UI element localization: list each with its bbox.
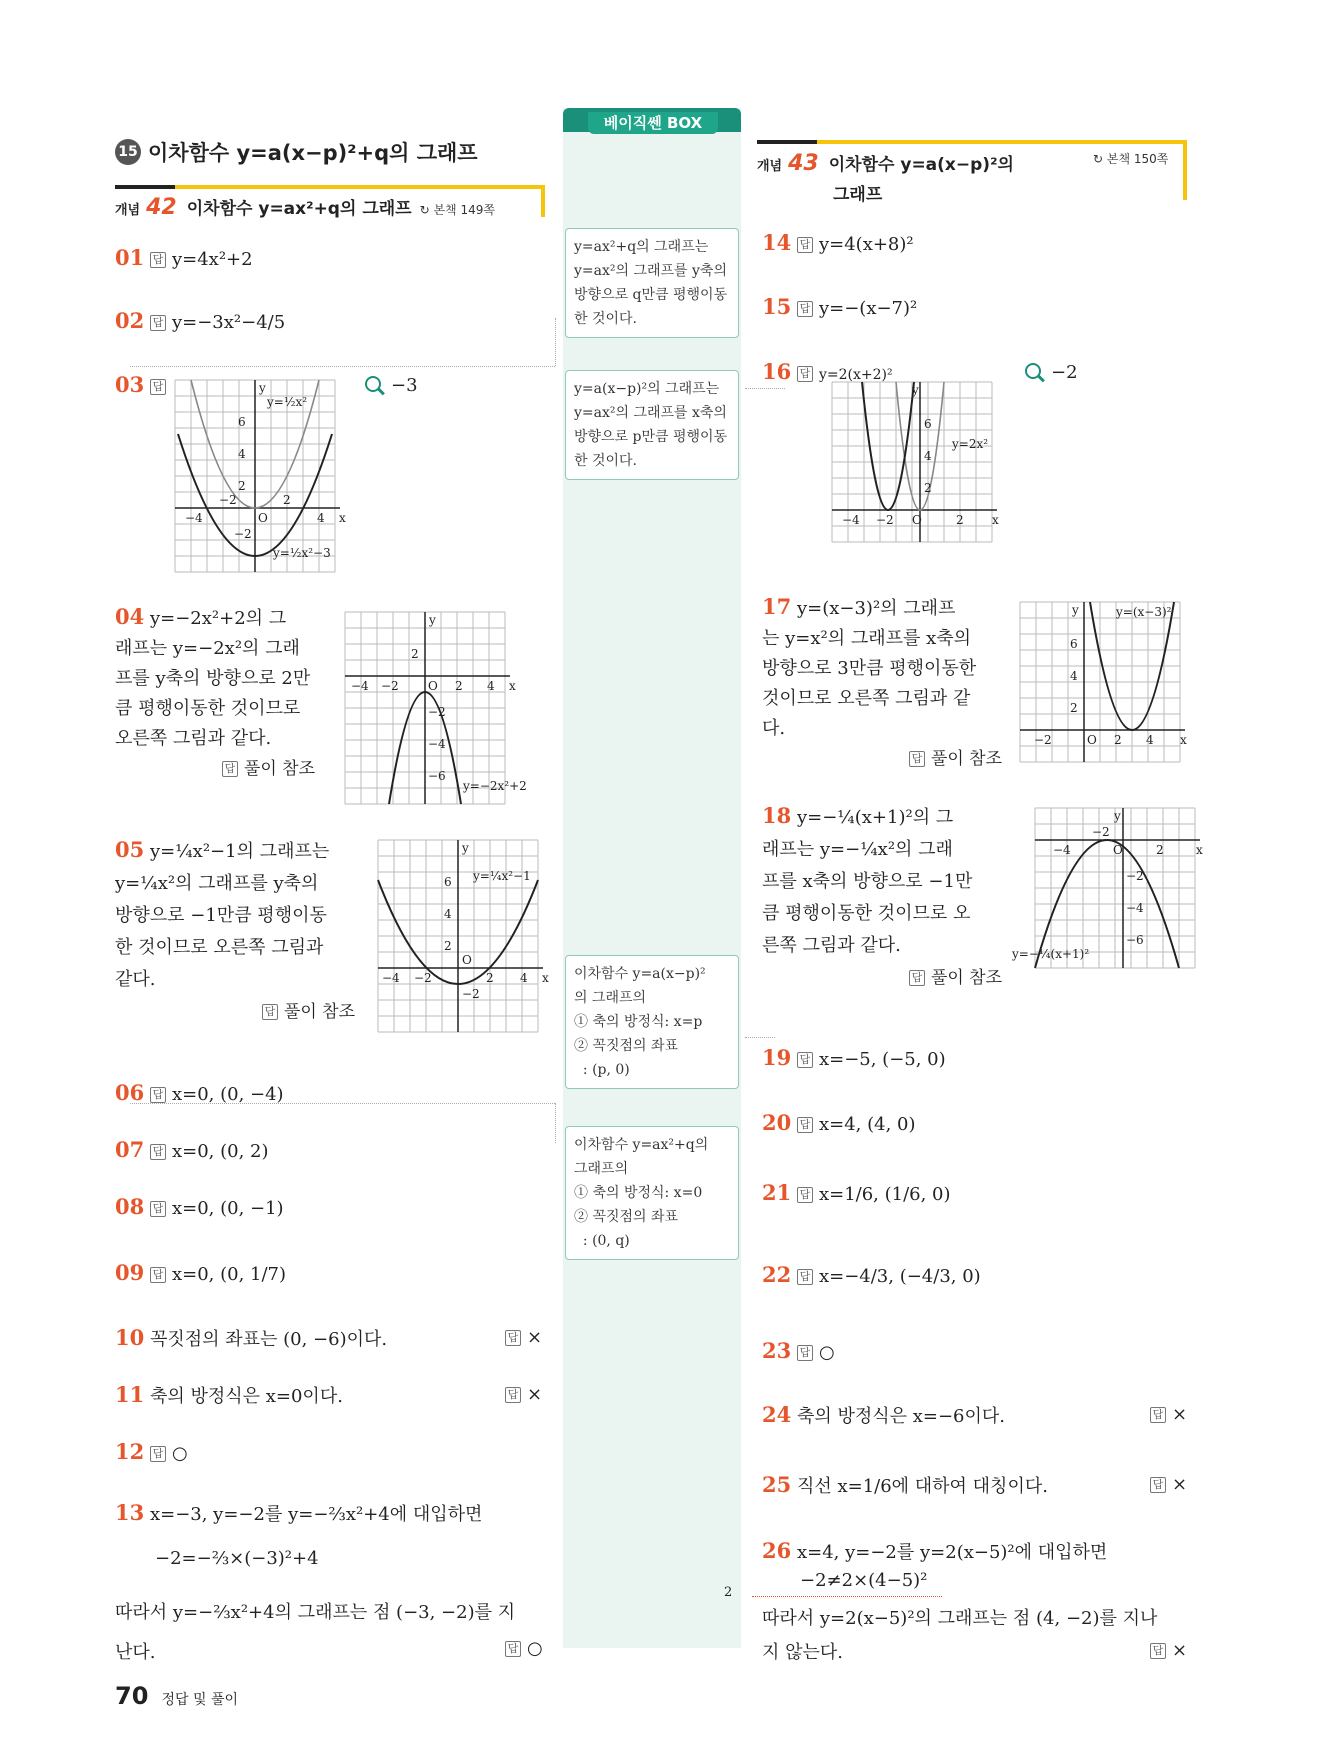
box-note-3-line: 의 그래프의 — [574, 990, 647, 1006]
statement-text: 축의 방정식은 x=−6이다. — [796, 1406, 1006, 1427]
answer-text: ○ — [171, 1443, 188, 1464]
problem-24 — [762, 1402, 1005, 1428]
answer-mark: 답 — [150, 1087, 166, 1103]
answer-mark: 답 — [262, 1004, 278, 1020]
answer-mark: 답 — [222, 761, 238, 777]
concept-label: 개념 — [115, 203, 141, 218]
problem-number: 05 — [115, 837, 145, 862]
answer-mark: 답 — [150, 315, 166, 331]
explanation-line: 프를 y축의 방향으로 2만 — [115, 668, 311, 689]
solution-line: 따라서 y=2(x−5)²의 그래프는 점 (4, −2)를 지나 — [762, 1608, 1158, 1629]
answer-text: × — [1172, 1404, 1188, 1425]
svg-text:x: x — [509, 679, 516, 693]
connector-line — [130, 366, 555, 367]
basic-box-title-label: 베이직쎈 BOX — [588, 112, 718, 134]
graph-04 — [345, 612, 555, 812]
svg-text:O: O — [462, 953, 472, 967]
problem-number: 06 — [115, 1080, 145, 1105]
answer-text: × — [1172, 1640, 1188, 1661]
svg-text:−2: −2 — [219, 493, 237, 507]
problem-06 — [115, 1080, 284, 1105]
svg-text:−4: −4 — [351, 679, 369, 693]
problem-number: 11 — [115, 1382, 145, 1407]
svg-text:O: O — [912, 513, 922, 527]
svg-text:−4: −4 — [428, 737, 446, 751]
problem-18 — [762, 800, 1002, 994]
problem-number: 13 — [115, 1500, 145, 1525]
explanation-line: 방향으로 3만큼 평행이동한 — [762, 658, 977, 679]
answer-24 — [1150, 1404, 1187, 1425]
svg-text:4: 4 — [520, 971, 528, 985]
section-title: 이차함수 y=a(x−p)²+q의 그래프 — [148, 141, 478, 165]
concept43-header — [757, 150, 1014, 176]
svg-text:4: 4 — [1146, 733, 1154, 747]
problem-08 — [115, 1194, 284, 1219]
statement-text: 직선 x=1/6에 대하여 대칭이다. — [796, 1476, 1048, 1497]
problem-02 — [115, 308, 285, 333]
problem-12 — [115, 1439, 188, 1464]
answer-text: y=−3x²−4/5 — [171, 312, 286, 333]
problem-09 — [115, 1260, 286, 1285]
problem-number: 03 — [115, 372, 145, 397]
hint-16 — [1025, 362, 1078, 383]
explanation-line: 같다. — [115, 969, 156, 990]
answer-text: 풀이 참조 — [283, 1002, 355, 1022]
problem-23 — [762, 1338, 835, 1363]
answer-mark: 답 — [797, 1269, 813, 1285]
svg-text:2: 2 — [1070, 701, 1078, 715]
connector-line — [555, 318, 556, 366]
statement-text: 축의 방정식은 x=0이다. — [149, 1386, 343, 1407]
solution-line: 지 않는다. — [762, 1642, 843, 1663]
magnifier-icon — [1025, 363, 1041, 379]
svg-text:−2: −2 — [462, 987, 480, 1001]
answer-mark: 답 — [1150, 1643, 1166, 1659]
explanation-line: y=−¼(x+1)²의 그 — [796, 807, 954, 828]
answer-13 — [505, 1638, 543, 1659]
svg-text:−4: −4 — [1126, 901, 1144, 915]
explanation-line: 큼 평행이동한 것이므로 오 — [762, 903, 971, 924]
svg-text:x: x — [339, 511, 346, 525]
problem-01 — [115, 245, 253, 270]
answer-mark: 답 — [1150, 1477, 1166, 1493]
problem-number: 04 — [115, 604, 145, 629]
problem-10 — [115, 1325, 387, 1351]
problem-number: 21 — [762, 1180, 792, 1205]
svg-text:−2: −2 — [1034, 733, 1052, 747]
graph-label: y=−¼(x+1)² — [1012, 947, 1090, 961]
answer-text: x=−4/3, (−4/3, 0) — [818, 1266, 981, 1287]
connector-line — [555, 1103, 556, 1143]
problem-11 — [115, 1382, 343, 1408]
box-note-4 — [565, 1126, 739, 1260]
problem-14 — [762, 230, 914, 255]
svg-text:x: x — [1196, 843, 1203, 857]
svg-text:−2: −2 — [234, 527, 252, 541]
answer-text: 풀이 참조 — [930, 749, 1002, 769]
explanation-line: 큼 평행이동한 것이므로 — [115, 698, 301, 719]
answer-text: × — [527, 1384, 543, 1405]
svg-text:2: 2 — [1156, 843, 1164, 857]
svg-text:x: x — [1180, 733, 1187, 747]
answer-26 — [1150, 1640, 1187, 1661]
svg-text:y: y — [1072, 603, 1079, 617]
problem-number: 12 — [115, 1439, 145, 1464]
answer-mark: 답 — [150, 252, 166, 268]
hint-answer: −2 — [1051, 362, 1078, 383]
svg-text:−2: −2 — [1126, 869, 1144, 883]
problem-number: 16 — [762, 359, 792, 384]
svg-text:4: 4 — [238, 447, 246, 461]
svg-text:2: 2 — [956, 513, 964, 527]
answer-mark: 답 — [909, 970, 925, 986]
book-ref: ↻ 본책 149쪽 — [419, 203, 495, 217]
problem-04 — [115, 602, 315, 784]
page-number: 70 — [115, 1682, 149, 1710]
side-note-number: 2 — [724, 1585, 733, 1600]
svg-text:2: 2 — [455, 679, 463, 693]
answer-mark: 답 — [150, 1446, 166, 1462]
problem-19 — [762, 1045, 946, 1070]
explanation-line: 한 것이므로 오른쪽 그림과 — [115, 937, 324, 958]
box-note-4-line: ② 꼭짓점의 좌표 — [574, 1209, 679, 1225]
svg-text:−4: −4 — [1053, 843, 1071, 857]
problem-number: 24 — [762, 1402, 792, 1427]
book-ref-text: 본책 149쪽 — [433, 203, 495, 217]
svg-text:−2: −2 — [876, 513, 894, 527]
answer-text: × — [1172, 1474, 1188, 1495]
answer-25 — [1150, 1474, 1187, 1495]
svg-text:−2: −2 — [1092, 825, 1110, 839]
answer-mark: 답 — [150, 1201, 166, 1217]
svg-text:x: x — [542, 971, 549, 985]
svg-text:y: y — [429, 613, 436, 627]
solution-line: x=4, y=−2를 y=2(x−5)²에 대입하면 — [796, 1542, 1108, 1563]
box-note-3 — [565, 955, 739, 1089]
solution-line: 따라서 y=−⅔x²+4의 그래프는 점 (−3, −2)를 지 — [115, 1602, 516, 1623]
svg-text:y: y — [912, 383, 919, 397]
graph-05 — [378, 840, 558, 1040]
answer-text: x=4, (4, 0) — [818, 1114, 916, 1135]
svg-text:2: 2 — [283, 493, 291, 507]
answer-mark: 답 — [797, 301, 813, 317]
problem-22 — [762, 1262, 981, 1287]
graph-label: y=2x² — [952, 437, 989, 451]
concept-title: 이차함수 y=ax²+q의 그래프 — [186, 199, 412, 219]
problem-16 — [762, 359, 893, 384]
concept43-bar-accent — [817, 140, 1187, 144]
answer-text: x=0, (0, 2) — [171, 1141, 269, 1162]
answer-text: y=4(x+8)² — [818, 234, 914, 255]
problem-13 — [115, 1500, 482, 1526]
svg-text:4: 4 — [924, 449, 932, 463]
problem-17 — [762, 592, 1002, 774]
explanation-line: 래프는 y=−¼x²의 그래 — [762, 839, 953, 860]
graph-label-top: y=½x² — [267, 395, 308, 409]
concept-number: 42 — [146, 195, 177, 220]
magnifier-icon — [365, 376, 381, 392]
problem-20 — [762, 1110, 916, 1135]
svg-text:4: 4 — [487, 679, 495, 693]
svg-text:2: 2 — [924, 481, 932, 495]
svg-text:y: y — [462, 841, 469, 855]
svg-text:y: y — [1114, 809, 1121, 823]
problem-number: 23 — [762, 1338, 792, 1363]
problem-number: 14 — [762, 230, 792, 255]
svg-text:−6: −6 — [1126, 933, 1144, 947]
answer-text: x=1/6, (1/6, 0) — [818, 1184, 951, 1205]
graph-03 — [175, 380, 345, 580]
explanation-line: 다. — [762, 718, 786, 739]
problem-number: 17 — [762, 594, 792, 619]
solution-line: 난다. — [115, 1642, 156, 1663]
problem-26 — [762, 1538, 1107, 1564]
svg-text:4: 4 — [317, 511, 325, 525]
box-note-4-line: 그래프의 — [574, 1161, 629, 1177]
graph-label: y=(x−3)² — [1116, 605, 1172, 619]
answer-mark: 답 — [797, 237, 813, 253]
section-badge: 15 — [115, 139, 141, 165]
explanation-line: 프를 x축의 방향으로 −1만 — [762, 871, 973, 892]
answer-mark: 답 — [505, 1330, 521, 1346]
svg-text:−2: −2 — [381, 679, 399, 693]
explanation-line: y=¼x²의 그래프를 y축의 — [115, 873, 319, 894]
problem-number: 19 — [762, 1045, 792, 1070]
svg-text:6: 6 — [1070, 637, 1078, 651]
problem-05 — [115, 834, 355, 1028]
box-note-4-line: : (0, q) — [574, 1233, 630, 1249]
answer-mark: 답 — [505, 1641, 521, 1657]
answer-mark: 답 — [1150, 1407, 1166, 1423]
explanation-line: y=−2x²+2의 그 — [149, 608, 287, 629]
svg-text:2: 2 — [411, 647, 419, 661]
answer-text: ○ — [818, 1342, 835, 1363]
answer-text: y=4x²+2 — [171, 249, 253, 270]
box-note-3-line: ① 축의 방정식: x=p — [574, 1014, 703, 1030]
answer-mark: 답 — [797, 1052, 813, 1068]
concept43-bar — [757, 140, 817, 144]
problem-number: 18 — [762, 803, 792, 828]
concept43-bar-side — [1183, 140, 1187, 200]
svg-text:O: O — [428, 679, 438, 693]
svg-text:−4: −4 — [382, 971, 400, 985]
answer-text: x=0, (0, −4) — [171, 1084, 284, 1105]
svg-text:4: 4 — [444, 907, 452, 921]
concept-number: 43 — [788, 151, 819, 176]
graph-label: y=−2x²+2 — [463, 779, 527, 793]
explanation-line: 른쪽 그림과 같다. — [762, 935, 901, 956]
footer-label: 정답 및 풀이 — [161, 1692, 239, 1708]
box-note-3-line: ② 꼭짓점의 좌표 — [574, 1038, 679, 1054]
answer-mark: 답 — [797, 1187, 813, 1203]
answer-text: × — [527, 1327, 543, 1348]
concept42-bar-side — [541, 185, 545, 217]
svg-text:−2: −2 — [414, 971, 432, 985]
problem-number: 15 — [762, 294, 792, 319]
page-footer — [115, 1682, 238, 1710]
answer-text: x=−5, (−5, 0) — [818, 1049, 946, 1070]
hint-answer: −3 — [391, 375, 418, 396]
svg-text:2: 2 — [238, 479, 246, 493]
solution-line: −2≠2×(4−5)² — [800, 1570, 928, 1591]
solution-line: −2=−⅔×(−3)²+4 — [155, 1548, 319, 1569]
problem-number: 22 — [762, 1262, 792, 1287]
answer-mark: 답 — [909, 751, 925, 767]
problem-number: 26 — [762, 1538, 792, 1563]
explanation-line: 방향으로 −1만큼 평행이동 — [115, 905, 327, 926]
answer-text: y=−(x−7)² — [818, 298, 918, 319]
solution-underline — [752, 1596, 942, 1597]
svg-text:O: O — [1087, 733, 1097, 747]
answer-mark: 답 — [150, 1267, 166, 1283]
explanation-line: 래프는 y=−2x²의 그래 — [115, 638, 300, 659]
answer-11 — [505, 1384, 542, 1405]
problem-number: 10 — [115, 1325, 145, 1350]
problem-03 — [115, 372, 172, 397]
connector-line — [745, 388, 785, 389]
answer-mark: 답 — [797, 366, 813, 382]
problem-number: 07 — [115, 1137, 145, 1162]
answer-mark: 답 — [505, 1387, 521, 1403]
box-note-4-line: 이차함수 y=ax²+q의 — [574, 1137, 709, 1153]
svg-text:x: x — [992, 513, 999, 527]
explanation-line: 오른쪽 그림과 같다. — [115, 728, 272, 749]
connector-line — [745, 1037, 775, 1038]
explanation-line: 것이므로 오른쪽 그림과 같 — [762, 688, 971, 709]
problem-21 — [762, 1180, 951, 1205]
explanation-line: y=(x−3)²의 그래프 — [796, 598, 956, 619]
problem-number: 20 — [762, 1110, 792, 1135]
basic-box-column — [563, 108, 741, 1648]
box-note-3-line: : (p, 0) — [574, 1062, 630, 1078]
problem-07 — [115, 1137, 269, 1162]
graph-label: y=¼x²−1 — [473, 869, 531, 883]
answer-text: x=0, (0, 1/7) — [171, 1264, 287, 1285]
explanation-line: 는 y=x²의 그래프를 x축의 — [762, 628, 972, 649]
answer-text: 풀이 참조 — [930, 968, 1002, 988]
problem-number: 09 — [115, 1260, 145, 1285]
svg-text:y: y — [259, 381, 266, 395]
book-ref: ↻ 본책 150쪽 — [1093, 152, 1169, 166]
box-note-1: y=ax²+q의 그래프는 y=ax²의 그래프를 y축의 방향으로 q만큼 평행이동한 것이다. — [565, 228, 739, 338]
box-note-2: y=a(x−p)²의 그래프는 y=ax²의 그래프를 x축의 방향으로 p만큼 평행이동한 것이다. — [565, 370, 739, 480]
problem-number: 02 — [115, 308, 145, 333]
svg-text:2: 2 — [1114, 733, 1122, 747]
answer-text: ○ — [527, 1638, 543, 1659]
box-note-3-line: 이차함수 y=a(x−p)² — [574, 966, 706, 982]
answer-mark: 답 — [797, 1345, 813, 1361]
svg-text:O: O — [1113, 843, 1123, 857]
svg-text:O: O — [258, 511, 268, 525]
answer-text: 풀이 참조 — [243, 759, 315, 779]
concept43-title-line2: 그래프 — [833, 185, 883, 205]
graph-16 — [832, 382, 1002, 552]
concept42-header — [115, 194, 495, 220]
svg-text:−4: −4 — [842, 513, 860, 527]
svg-text:6: 6 — [444, 875, 452, 889]
answer-text: y=2(x+2)² — [818, 367, 893, 383]
answer-mark: 답 — [150, 379, 166, 395]
svg-text:−2: −2 — [428, 705, 446, 719]
answer-10 — [505, 1327, 542, 1348]
box-note-4-line: ① 축의 방정식: x=0 — [574, 1185, 703, 1201]
svg-text:2: 2 — [486, 971, 494, 985]
problem-number: 25 — [762, 1472, 792, 1497]
graph-18 — [1010, 808, 1230, 978]
problem-25 — [762, 1472, 1048, 1498]
concept42-bar-accent — [175, 185, 545, 189]
svg-text:4: 4 — [1070, 669, 1078, 683]
graph-label-bottom: y=½x²−3 — [273, 546, 331, 560]
svg-text:−6: −6 — [428, 769, 446, 783]
problem-number: 01 — [115, 245, 145, 270]
problem-15 — [762, 294, 917, 319]
svg-text:2: 2 — [444, 939, 452, 953]
concept-label: 개념 — [757, 159, 783, 174]
solution-line: x=−3, y=−2를 y=−⅔x²+4에 대입하면 — [149, 1504, 483, 1525]
hint-03 — [365, 375, 418, 396]
answer-text: x=0, (0, −1) — [171, 1198, 284, 1219]
svg-text:6: 6 — [924, 417, 932, 431]
answer-mark: 답 — [150, 1144, 166, 1160]
statement-text: 꼭짓점의 좌표는 (0, −6)이다. — [149, 1329, 388, 1350]
concept-title: 이차함수 y=a(x−p)²의 — [828, 155, 1014, 175]
svg-text:−4: −4 — [185, 511, 203, 525]
problem-number: 08 — [115, 1194, 145, 1219]
book-ref-text: 본책 150쪽 — [1106, 152, 1169, 166]
svg-text:6: 6 — [238, 415, 246, 429]
answer-mark: 답 — [797, 1117, 813, 1133]
explanation-line: y=¼x²−1의 그래프는 — [149, 841, 330, 862]
graph-17 — [1020, 602, 1220, 772]
